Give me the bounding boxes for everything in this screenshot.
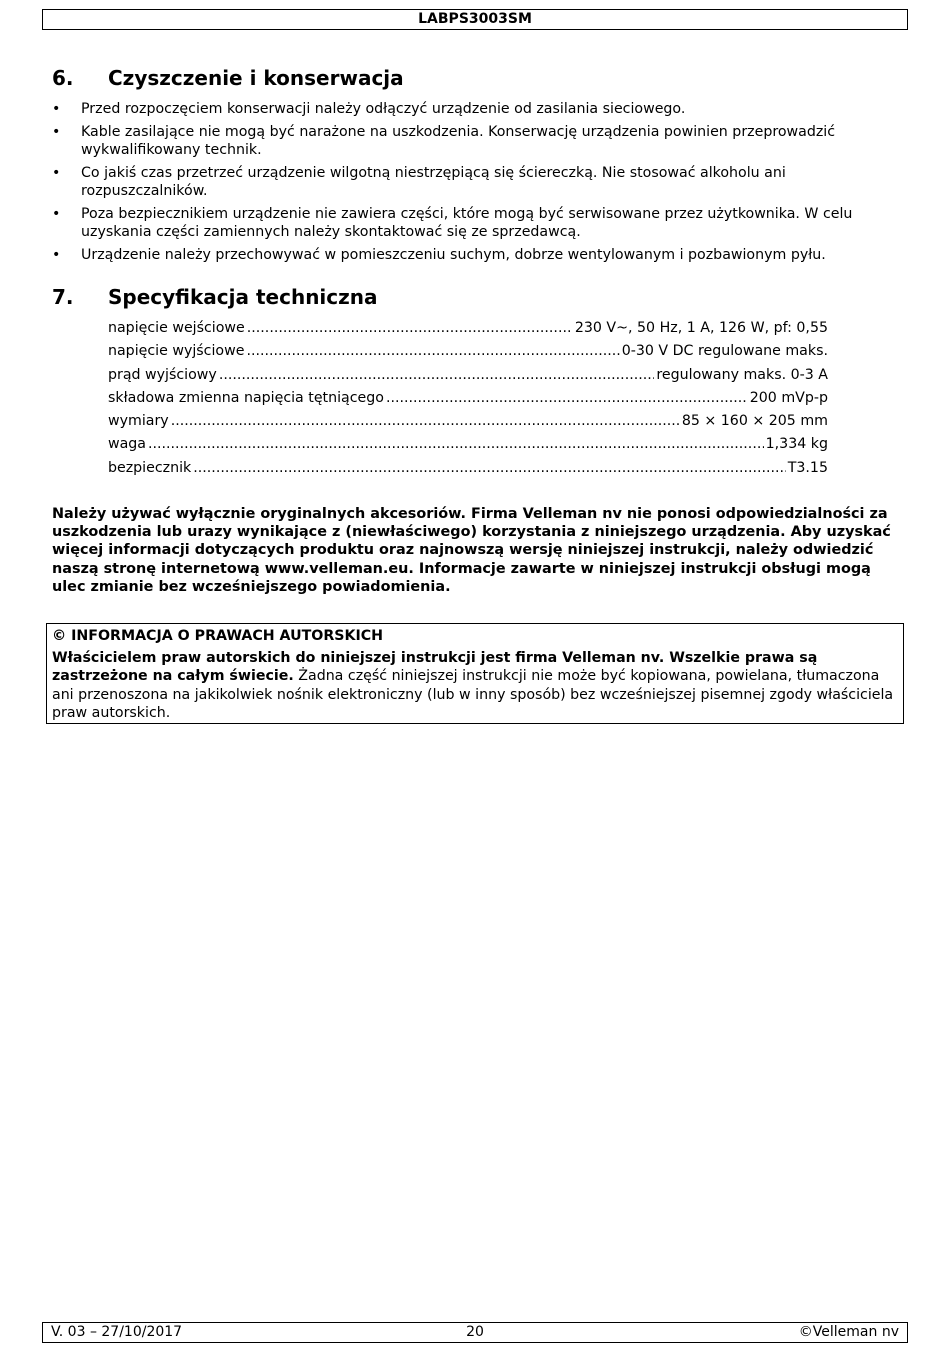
copyright-title: © INFORMACJA O PRAWACH AUTORSKICH (52, 628, 384, 644)
dot-leader (246, 341, 619, 361)
spec-label: wymiary (108, 413, 169, 430)
list-item-text: Urządzenie należy przechowywać w pomieszczeniu suchym, dobrze wentylowanym i pozbawionym pyłu. (81, 247, 826, 263)
section-6-heading (52, 66, 404, 90)
section-6-number: 6. (52, 66, 74, 90)
dot-leader (171, 411, 680, 431)
section-7-title: Specyfikacja techniczna (108, 285, 378, 309)
dot-leader (219, 365, 655, 385)
spec-label: bezpiecznik (108, 459, 192, 476)
list-item-text: Przed rozpoczęciem konserwacji należy odłączyć urządzenie od zasilania sieciowego. (81, 101, 686, 117)
spec-label: napięcie wyjściowe (108, 343, 245, 360)
spec-row-dimensions (108, 411, 828, 434)
copyright-body-text: Żadna część niniejszej instrukcji nie może być kopiowana, powielana, tłumaczona ani przenoszona na jakikolwiek nośnik elektroniczny (lub w inny sposób) bez wcześniejszej pisemnej zgody właściciela praw autorskich. (52, 668, 894, 721)
spec-row-input-voltage (108, 318, 828, 341)
list-item (52, 205, 902, 241)
spec-row-output-current (108, 365, 828, 388)
list-item (52, 100, 902, 118)
spec-row-output-voltage (108, 341, 828, 364)
copyright-box (46, 623, 904, 724)
spec-value: 200 mVp-p (749, 389, 828, 406)
section-6-title: Czyszczenie i konserwacja (108, 66, 404, 90)
list-item (52, 246, 902, 264)
bullet-icon: • (52, 247, 61, 263)
dot-leader (193, 458, 785, 478)
footer-page-number: 20 (466, 1324, 484, 1340)
bullet-icon: • (52, 206, 61, 222)
spec-value: 1,334 kg (765, 436, 828, 453)
spec-label: składowa zmienna napięcia tętniącego (108, 389, 384, 406)
list-item (52, 123, 902, 159)
footer-version: V. 03 – 27/10/2017 (51, 1324, 183, 1340)
list-item (52, 164, 902, 200)
maintenance-list (52, 100, 902, 269)
footer-brand: ©Velleman nv (798, 1324, 899, 1340)
document-header (42, 9, 908, 30)
bullet-icon: • (52, 101, 61, 117)
spec-row-weight (108, 434, 828, 457)
spec-table (108, 318, 828, 481)
copyright-bold-text: Właścicielem praw autorskich do niniejszej instrukcji jest firma Velleman nv. Wszelkie prawa są zastrzeżone na całym świecie. (52, 650, 818, 685)
copyright-text (52, 649, 898, 722)
spec-row-fuse (108, 458, 828, 481)
dot-leader (247, 318, 573, 338)
spec-row-ripple (108, 388, 828, 411)
list-item-text: Poza bezpiecznikiem urządzenie nie zawiera części, które mogą być serwisowane przez użytkownika. W celu uzyskania części zamiennych należy skontaktować się ze sprzedawcą. (81, 206, 853, 240)
list-item-text: Co jakiś czas przetrzeć urządzenie wilgotną niestrzępiącą się ściereczką. Nie stosować alkoholu ani rozpuszczalników. (81, 165, 786, 199)
spec-value: regulowany maks. 0-3 A (656, 366, 828, 383)
spec-value: 85 × 160 × 205 mm (681, 413, 828, 430)
dot-leader (148, 434, 764, 454)
spec-value: T3.15 (787, 459, 828, 476)
list-item-text: Kable zasilające nie mogą być narażone na uszkodzenia. Konserwację urządzenia powinien przeprowadzić wykwalifikowany technik. (81, 124, 836, 158)
bullet-icon: • (52, 165, 61, 181)
dot-leader (386, 388, 748, 408)
spec-label: prąd wyjściowy (108, 366, 217, 383)
spec-label: napięcie wejściowe (108, 320, 245, 336)
spec-value: 0-30 V DC regulowane maks. (621, 343, 828, 360)
header-title: LABPS3003SM (418, 11, 532, 27)
spec-label: waga (108, 436, 146, 453)
section-7-heading (52, 285, 378, 309)
section-7-number: 7. (52, 285, 74, 309)
bullet-icon: • (52, 124, 61, 140)
accessories-notice: Należy używać wyłącznie oryginalnych akcesoriów. Firma Velleman nv nie ponosi odpowiedzialności za uszkodzenia lub urazy wynikające z (niewłaściwego) korzystania z niniejszego urządzenia. Aby uzyskać więcej informacji dotyczących produktu oraz najnowszą wersję niniejszej instrukcji, należy odwiedzić naszą stronę internetową www.velleman.eu. Informacje zawarte w niniejszej instrukcji obsługi mogą ulec zmianie bez wcześniejszego powiadomienia. (52, 506, 891, 595)
document-footer (42, 1322, 908, 1343)
spec-value: 230 V~, 50 Hz, 1 A, 126 W, pf: 0,55 (574, 320, 828, 336)
